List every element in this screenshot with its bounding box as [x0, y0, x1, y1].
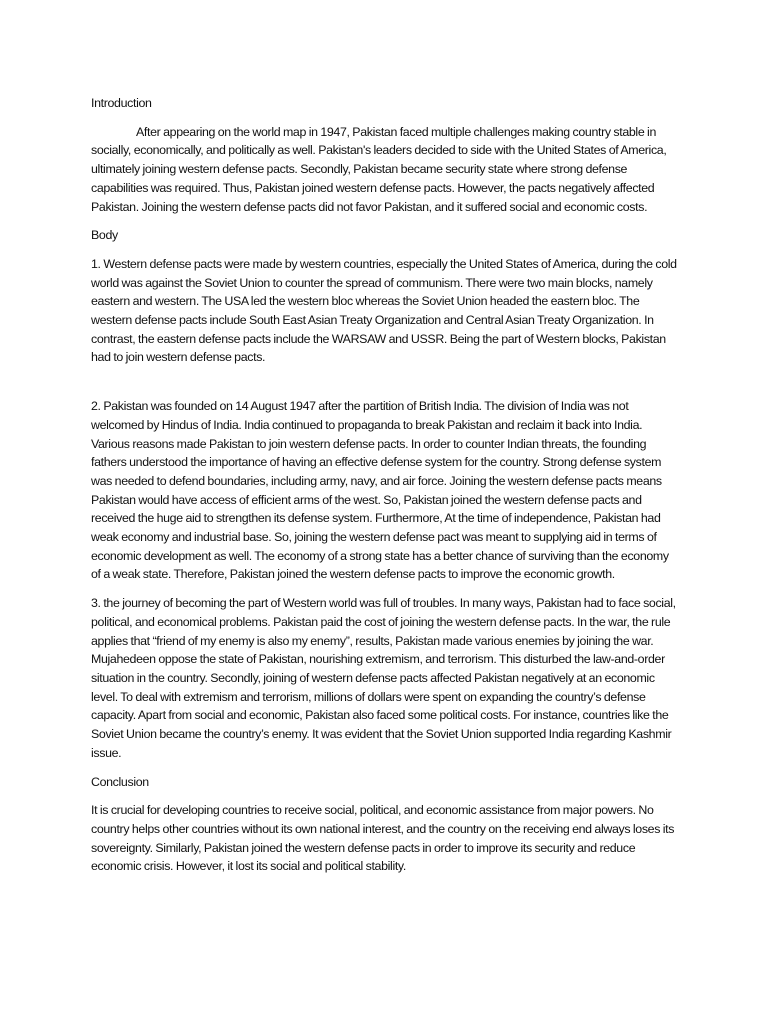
introduction-heading: Introduction: [91, 96, 152, 110]
body-heading: Body: [91, 228, 118, 243]
introduction-paragraph: After appearing on the world map in 1947, Pakistan faced multiple challenges making country stable in socially, economically, and politically as well. Pakistan's leaders decided to side with the United States of America, ultimately joining western defense pacts. Secondly, Pakistan became security state where strong defense capabilities was required. Thus, Pakistan joined western defense pacts. However, the pacts negatively affected Pakistan. Joining the western defense pacts did not favor Pakistan, and it suffered social and economic costs.: [91, 124, 667, 214]
document-page: [91, 94, 681, 886]
conclusion-paragraph: It is crucial for developing countries to receive social, political, and economic assistance from major powers. No country helps other countries without its own national interest, and the country on the receiving end always loses its sovereignty. Similarly, Pakistan joined the western defense pacts in order to improve its security and reduce economic crisis. However, it lost its social and political stability.: [91, 803, 675, 874]
body-paragraph-2: 2. Pakistan was founded on 14 August 1947 after the partition of British India. The division of India was not welcomed by Hindus of India. India continued to propaganda to break Pakistan and reclaim it back into India. Various reasons made Pakistan to join western defense pacts. In order to counter Indian threats, the founding fathers understood the importance of having an effective defense system for the country. Strong defense system was needed to defend boundaries, including army, navy, and air force. Joining the western defense pacts means Pakistan would have access of efficient arms of the west. So, Pakistan joined the western defense pacts and received the huge aid to strengthen its defense system. Furthermore, At the time of independence, Pakistan had weak economy and industrial base. So, joining the western defense pact was meant to supplying aid in terms of economic development as well. The economy of a strong state has a better chance of surviving than the economy of a weak state. Therefore, Pakistan joined the western defense pacts to improve the economic growth.: [91, 399, 669, 582]
body-paragraph-1: 1. Western defense pacts were made by western countries, especially the United States of America, during the cold world was against the Soviet Union to counter the spread of communism. There were two main blocks, namely eastern and western. The USA led the western bloc whereas the Soviet Union headed the eastern bloc. The western defense pacts include South East Asian Treaty Organization and Central Asian Treaty Organization. In contrast, the eastern defense pacts include the WARSAW and USSR. Being the part of Western blocks, Pakistan had to join western defense pacts.: [91, 256, 677, 365]
conclusion-heading: Conclusion: [91, 774, 149, 789]
body-paragraph-3: 3. the journey of becoming the part of Western world was full of troubles. In many ways, Pakistan had to face social, political, and economical problems. Pakistan paid the cost of joining the western defense pacts. In the war, the rule applies that “friend of my enemy is also my enemy”, results, Pakistan made various enemies by joining the war. Mujahedeen oppose the state of Pakistan, nourishing extremism, and terrorism. This disturbed the law-and-order situation in the country. Secondly, joining of western defense pacts affected Pakistan negatively at an economic level. To deal with extremism and terrorism, millions of dollars were spent on expanding the country’s defense capacity. Apart from social and economic, Pakistan also faced some political costs. For instance, countries like the Soviet Union became the country’s enemy. It was evident that the Soviet Union supported India regarding Kashmir issue.: [91, 596, 676, 760]
